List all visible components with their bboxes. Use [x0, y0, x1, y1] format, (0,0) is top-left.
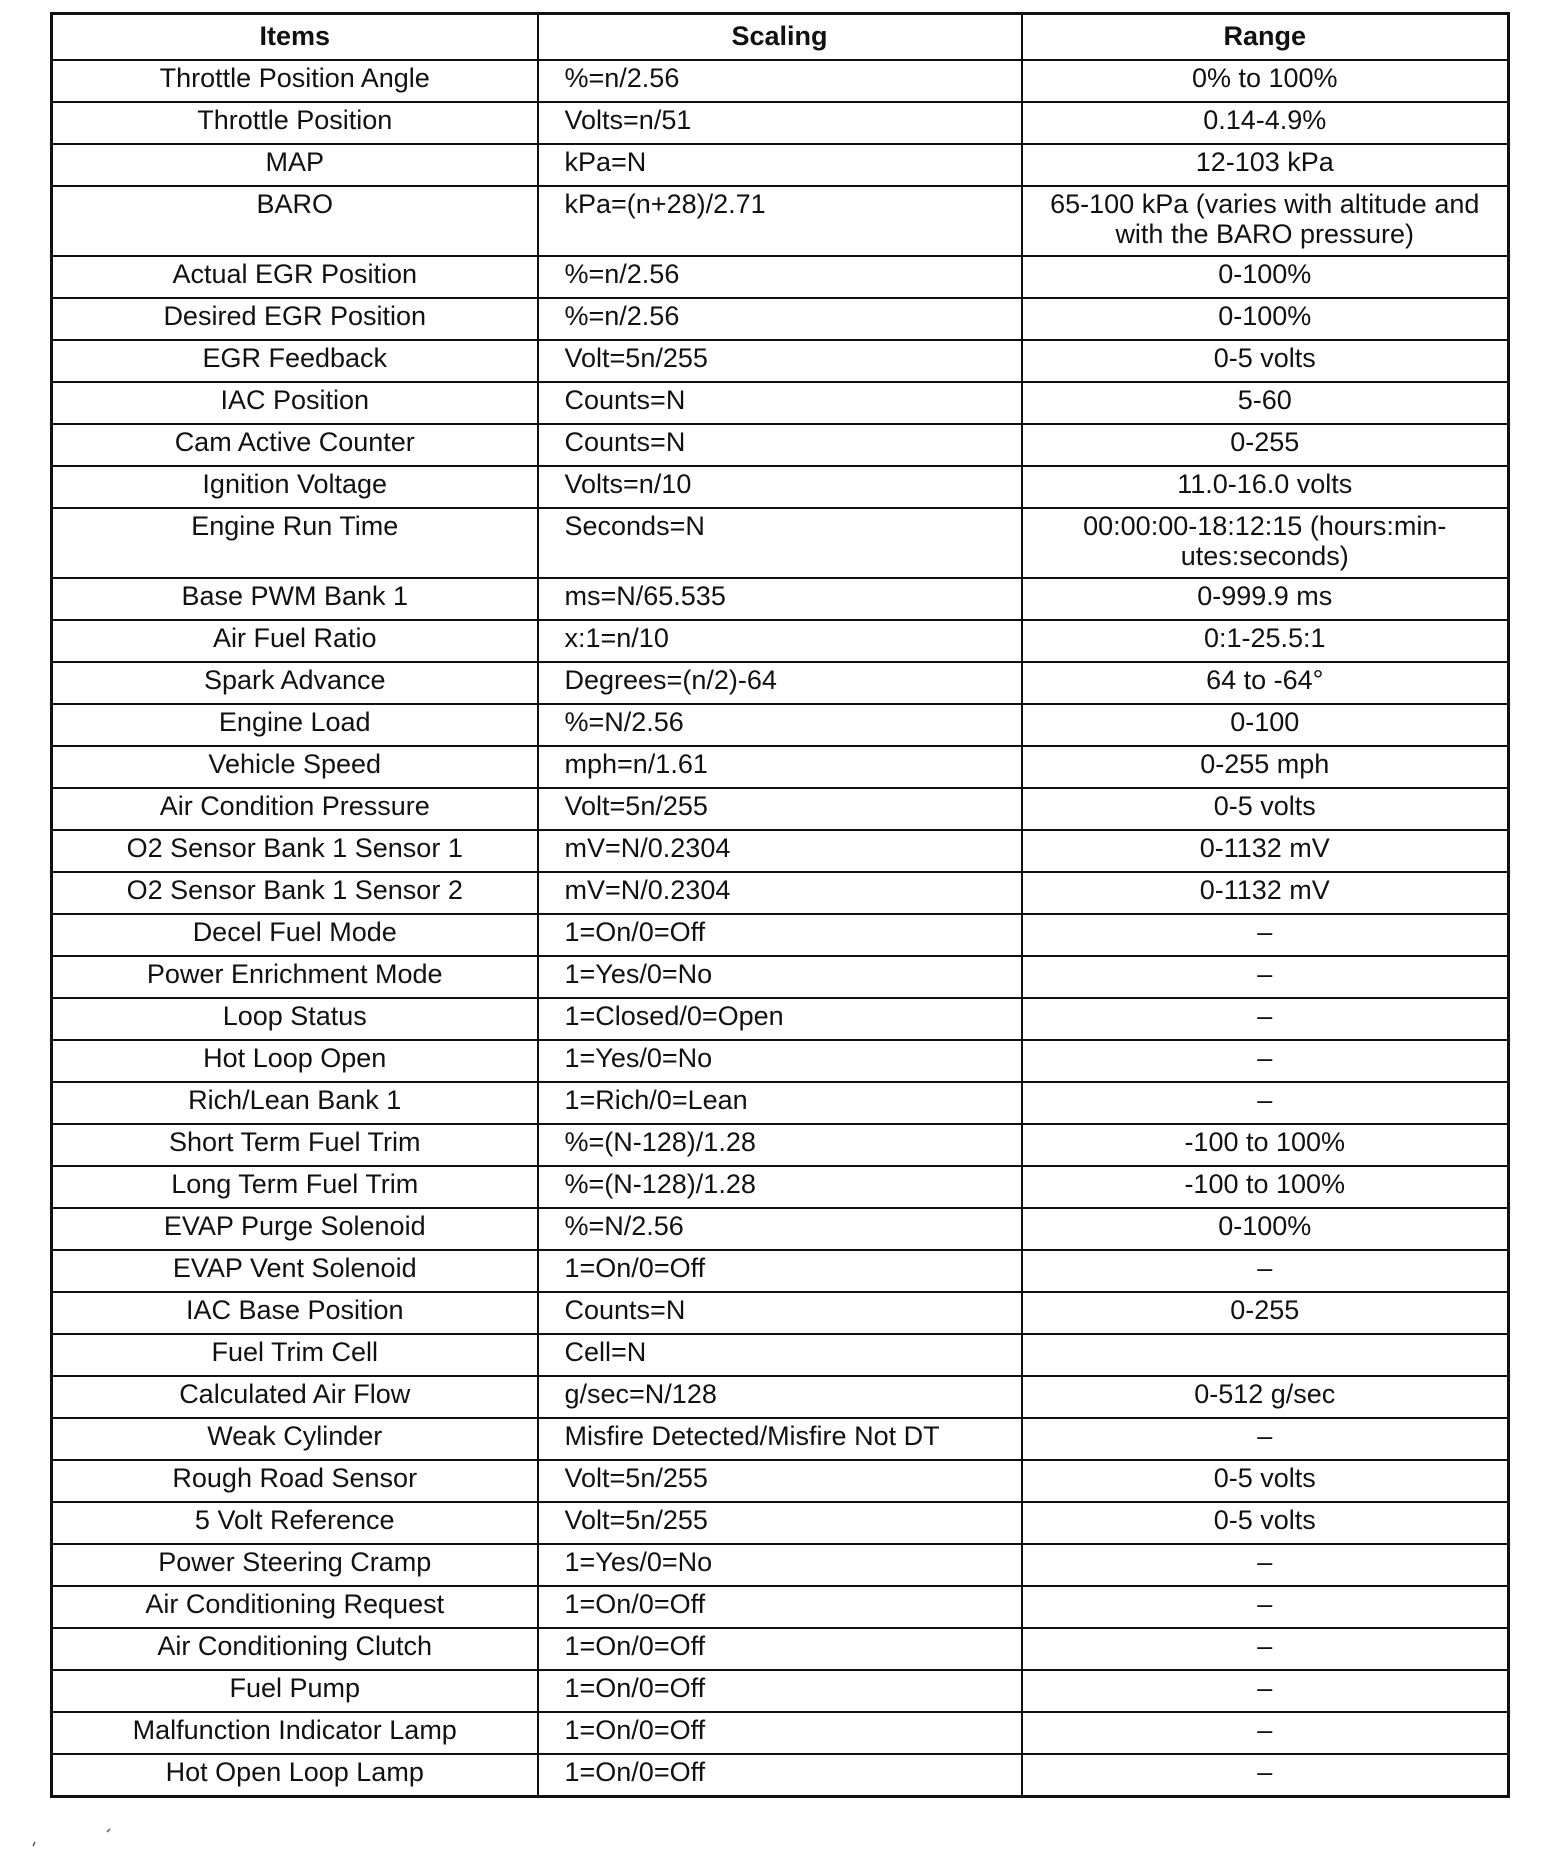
- item-cell: MAP: [52, 144, 538, 186]
- scaling-cell: Volt=5n/255: [538, 340, 1022, 382]
- scaling-cell: 1=Yes/0=No: [538, 956, 1022, 998]
- item-cell: Power Enrichment Mode: [52, 956, 538, 998]
- table-row: [52, 1376, 1509, 1418]
- range-cell: –: [1022, 1754, 1509, 1797]
- scaling-cell: ms=N/65.535: [538, 578, 1022, 620]
- table-row: [52, 1754, 1509, 1797]
- item-cell: Actual EGR Position: [52, 256, 538, 298]
- item-cell: Air Conditioning Request: [52, 1586, 538, 1628]
- range-cell: 0-5 volts: [1022, 1502, 1509, 1544]
- range-cell: –: [1022, 998, 1509, 1040]
- item-cell: Air Condition Pressure: [52, 788, 538, 830]
- range-cell: –: [1022, 1544, 1509, 1586]
- range-cell: 0-5 volts: [1022, 1460, 1509, 1502]
- table-row: [52, 872, 1509, 914]
- item-cell: Hot Open Loop Lamp: [52, 1754, 538, 1797]
- scaling-cell: %=(N-128)/1.28: [538, 1166, 1022, 1208]
- range-cell: 0-100: [1022, 704, 1509, 746]
- scaling-cell: 1=Yes/0=No: [538, 1544, 1022, 1586]
- table-row: [52, 830, 1509, 872]
- table-row: [52, 60, 1509, 102]
- table-row: [52, 998, 1509, 1040]
- table-row: [52, 1628, 1509, 1670]
- item-cell: Fuel Pump: [52, 1670, 538, 1712]
- scaling-cell: Seconds=N: [538, 508, 1022, 578]
- scaling-cell: Counts=N: [538, 1292, 1022, 1334]
- range-cell: 0-255 mph: [1022, 746, 1509, 788]
- scaling-cell: Misfire Detected/Misfire Not DT: [538, 1418, 1022, 1460]
- table-row: [52, 1040, 1509, 1082]
- range-cell: 11.0-16.0 volts: [1022, 466, 1509, 508]
- table-row: [52, 746, 1509, 788]
- item-cell: Rough Road Sensor: [52, 1460, 538, 1502]
- range-cell: -100 to 100%: [1022, 1124, 1509, 1166]
- item-cell: Air Fuel Ratio: [52, 620, 538, 662]
- range-cell: 00:00:00-18:12:15 (hours:min-utes:seconds): [1022, 508, 1509, 578]
- scaling-cell: Counts=N: [538, 382, 1022, 424]
- scaling-cell: kPa=(n+28)/2.71: [538, 186, 1022, 256]
- item-cell: O2 Sensor Bank 1 Sensor 1: [52, 830, 538, 872]
- scaling-cell: mV=N/0.2304: [538, 872, 1022, 914]
- scaling-cell: 1=On/0=Off: [538, 1628, 1022, 1670]
- range-cell: –: [1022, 956, 1509, 998]
- item-cell: Loop Status: [52, 998, 538, 1040]
- header-range: Range: [1022, 14, 1509, 61]
- range-cell: 0-1132 mV: [1022, 830, 1509, 872]
- scaling-cell: Volt=5n/255: [538, 1460, 1022, 1502]
- table-row: [52, 256, 1509, 298]
- item-cell: Weak Cylinder: [52, 1418, 538, 1460]
- scaling-cell: 1=Yes/0=No: [538, 1040, 1022, 1082]
- table-row: [52, 662, 1509, 704]
- range-cell: 0-100%: [1022, 1208, 1509, 1250]
- item-cell: Power Steering Cramp: [52, 1544, 538, 1586]
- table-row: [52, 1208, 1509, 1250]
- scaling-cell: 1=On/0=Off: [538, 1250, 1022, 1292]
- table-row: [52, 102, 1509, 144]
- range-cell: [1022, 1334, 1509, 1376]
- table-row: [52, 704, 1509, 746]
- table-header-row: [52, 14, 1509, 61]
- range-cell: 0-512 g/sec: [1022, 1376, 1509, 1418]
- range-cell: 0-100%: [1022, 256, 1509, 298]
- scaling-cell: %=(N-128)/1.28: [538, 1124, 1022, 1166]
- item-cell: Ignition Voltage: [52, 466, 538, 508]
- scan-data-table: [50, 12, 1510, 1798]
- range-cell: 0-255: [1022, 424, 1509, 466]
- item-cell: Throttle Position: [52, 102, 538, 144]
- item-cell: Engine Load: [52, 704, 538, 746]
- scaling-cell: 1=On/0=Off: [538, 1754, 1022, 1797]
- scaling-cell: %=n/2.56: [538, 256, 1022, 298]
- scaling-cell: 1=Closed/0=Open: [538, 998, 1022, 1040]
- table-row: [52, 186, 1509, 256]
- range-cell: –: [1022, 1628, 1509, 1670]
- item-cell: Malfunction Indicator Lamp: [52, 1712, 538, 1754]
- range-cell: 0% to 100%: [1022, 60, 1509, 102]
- item-cell: IAC Position: [52, 382, 538, 424]
- scaling-cell: x:1=n/10: [538, 620, 1022, 662]
- scaling-cell: mph=n/1.61: [538, 746, 1022, 788]
- item-cell: BARO: [52, 186, 538, 256]
- range-cell: 0-999.9 ms: [1022, 578, 1509, 620]
- table-row: [52, 578, 1509, 620]
- item-cell: EVAP Vent Solenoid: [52, 1250, 538, 1292]
- scaling-cell: 1=On/0=Off: [538, 914, 1022, 956]
- range-cell: 0-100%: [1022, 298, 1509, 340]
- scaling-cell: 1=On/0=Off: [538, 1586, 1022, 1628]
- scaling-cell: Degrees=(n/2)-64: [538, 662, 1022, 704]
- item-cell: Calculated Air Flow: [52, 1376, 538, 1418]
- item-cell: Long Term Fuel Trim: [52, 1166, 538, 1208]
- table-body: [52, 60, 1509, 1797]
- range-cell: –: [1022, 1082, 1509, 1124]
- range-cell: 0.14-4.9%: [1022, 102, 1509, 144]
- item-cell: Throttle Position Angle: [52, 60, 538, 102]
- table-row: [52, 1082, 1509, 1124]
- item-cell: Vehicle Speed: [52, 746, 538, 788]
- scaling-cell: Volt=5n/255: [538, 788, 1022, 830]
- item-cell: 5 Volt Reference: [52, 1502, 538, 1544]
- range-cell: –: [1022, 1670, 1509, 1712]
- item-cell: Decel Fuel Mode: [52, 914, 538, 956]
- table-row: [52, 1670, 1509, 1712]
- scaling-cell: %=n/2.56: [538, 298, 1022, 340]
- table-row: [52, 466, 1509, 508]
- table-row: [52, 298, 1509, 340]
- table-row: [52, 1124, 1509, 1166]
- item-cell: Spark Advance: [52, 662, 538, 704]
- scaling-cell: Volts=n/10: [538, 466, 1022, 508]
- item-cell: IAC Base Position: [52, 1292, 538, 1334]
- range-cell: -100 to 100%: [1022, 1166, 1509, 1208]
- range-cell: 0:1-25.5:1: [1022, 620, 1509, 662]
- item-cell: EVAP Purge Solenoid: [52, 1208, 538, 1250]
- range-cell: –: [1022, 1712, 1509, 1754]
- scaling-cell: g/sec=N/128: [538, 1376, 1022, 1418]
- table-row: [52, 508, 1509, 578]
- item-cell: Engine Run Time: [52, 508, 538, 578]
- table-row: [52, 1502, 1509, 1544]
- table-row: [52, 340, 1509, 382]
- scaling-cell: 1=Rich/0=Lean: [538, 1082, 1022, 1124]
- range-cell: –: [1022, 1250, 1509, 1292]
- table-row: [52, 956, 1509, 998]
- table-row: [52, 1712, 1509, 1754]
- table-row: [52, 382, 1509, 424]
- range-cell: 0-255: [1022, 1292, 1509, 1334]
- table-row: [52, 914, 1509, 956]
- table-row: [52, 1334, 1509, 1376]
- header-items: Items: [52, 14, 538, 61]
- range-cell: 0-5 volts: [1022, 340, 1509, 382]
- item-cell: Air Conditioning Clutch: [52, 1628, 538, 1670]
- item-cell: EGR Feedback: [52, 340, 538, 382]
- range-cell: –: [1022, 1418, 1509, 1460]
- table-row: [52, 144, 1509, 186]
- scaling-cell: kPa=N: [538, 144, 1022, 186]
- scaling-cell: %=n/2.56: [538, 60, 1022, 102]
- range-cell: 65-100 kPa (varies with altitude and with the BARO pressure): [1022, 186, 1509, 256]
- range-cell: –: [1022, 914, 1509, 956]
- item-cell: Fuel Trim Cell: [52, 1334, 538, 1376]
- scaling-cell: 1=On/0=Off: [538, 1670, 1022, 1712]
- item-cell: Base PWM Bank 1: [52, 578, 538, 620]
- range-cell: 0-5 volts: [1022, 788, 1509, 830]
- item-cell: Cam Active Counter: [52, 424, 538, 466]
- scaling-cell: Volts=n/51: [538, 102, 1022, 144]
- table-row: [52, 1460, 1509, 1502]
- range-cell: –: [1022, 1586, 1509, 1628]
- scaling-cell: Volt=5n/255: [538, 1502, 1022, 1544]
- table-row: [52, 1586, 1509, 1628]
- table-row: [52, 788, 1509, 830]
- scaling-cell: 1=On/0=Off: [538, 1712, 1022, 1754]
- table-row: [52, 424, 1509, 466]
- header-scaling: Scaling: [538, 14, 1022, 61]
- scaling-cell: Counts=N: [538, 424, 1022, 466]
- item-cell: Short Term Fuel Trim: [52, 1124, 538, 1166]
- range-cell: 12-103 kPa: [1022, 144, 1509, 186]
- table-row: [52, 1250, 1509, 1292]
- table-row: [52, 1418, 1509, 1460]
- range-cell: –: [1022, 1040, 1509, 1082]
- scaling-cell: %=N/2.56: [538, 1208, 1022, 1250]
- table-row: [52, 1292, 1509, 1334]
- range-cell: 64 to -64°: [1022, 662, 1509, 704]
- scaling-cell: mV=N/0.2304: [538, 830, 1022, 872]
- table-row: [52, 620, 1509, 662]
- item-cell: O2 Sensor Bank 1 Sensor 2: [52, 872, 538, 914]
- item-cell: Desired EGR Position: [52, 298, 538, 340]
- item-cell: Hot Loop Open: [52, 1040, 538, 1082]
- document-page: [50, 12, 1507, 1798]
- scaling-cell: Cell=N: [538, 1334, 1022, 1376]
- range-cell: 5-60: [1022, 382, 1509, 424]
- scaling-cell: %=N/2.56: [538, 704, 1022, 746]
- table-row: [52, 1544, 1509, 1586]
- item-cell: Rich/Lean Bank 1: [52, 1082, 538, 1124]
- range-cell: 0-1132 mV: [1022, 872, 1509, 914]
- table-row: [52, 1166, 1509, 1208]
- scan-specks: [30, 1820, 150, 1850]
